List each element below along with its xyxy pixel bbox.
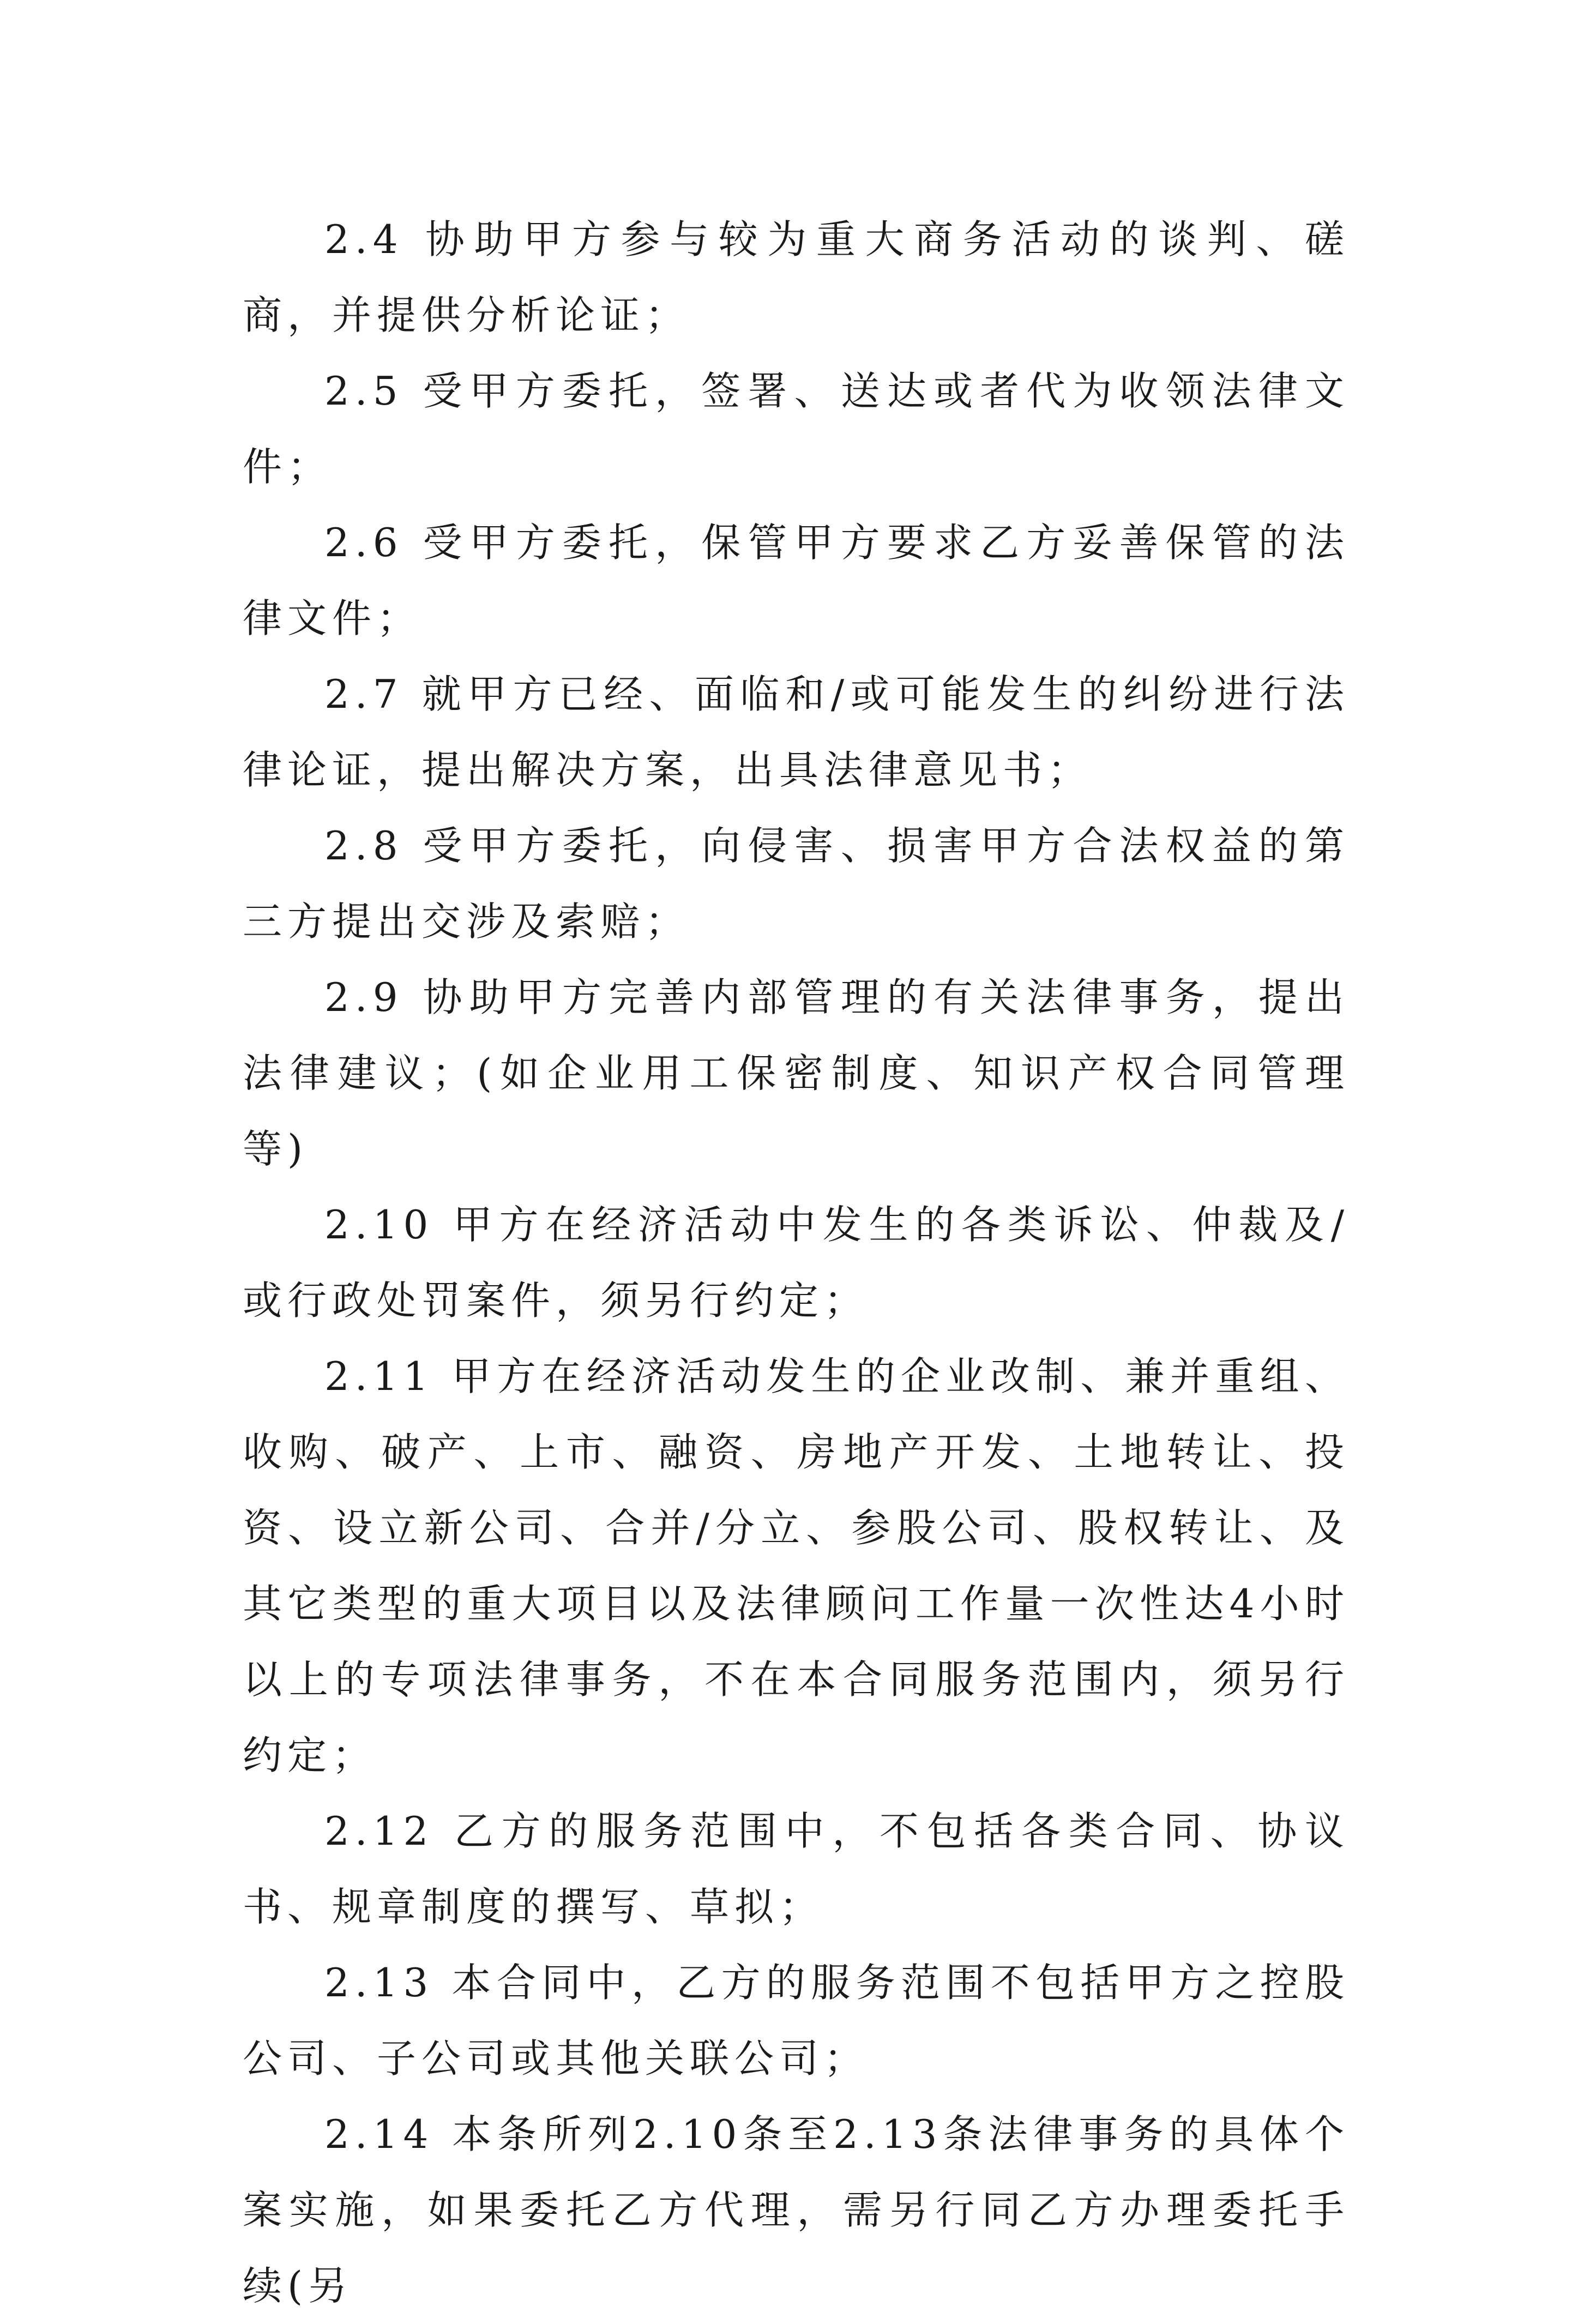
clause-2-5: 2.5 受甲方委托，签署、送达或者代为收领法律文件； [243,368,1350,490]
clause-2-9: 2.9 协助甲方完善内部管理的有关法律事务，提出法律建议；(如企业用工保密制度、知识产权合同管理等) [243,974,1350,1172]
clause-2-7: 2.7 就甲方已经、面临和/或可能发生的纠纷进行法律论证，提出解决方案，出具法律意见书； [243,671,1350,793]
clause-2-14: 2.14 本条所列2.10条至2.13条法律事务的具体个案实施，如果委托乙方代理，需另行同乙方办理委托手续(另 [243,2111,1350,2309]
clause-2-10: 2.10 甲方在经济活动中发生的各类诉讼、仲裁及/或行政处罚案件，须另行约定； [243,1202,1350,1323]
clause-2-8: 2.8 受甲方委托，向侵害、损害甲方合法权益的第三方提出交涉及索赔； [243,823,1350,944]
document-body [243,202,1350,2324]
clause-2-13: 2.13 本合同中，乙方的服务范围不包括甲方之控股公司、子公司或其他关联公司； [243,1960,1350,2081]
clause-2-11: 2.11 甲方在经济活动发生的企业改制、兼并重组、收购、破产、上市、融资、房地产开发、土地转让、投资、设立新公司、合并/分立、参股公司、股权转让、及其它类型的重大项目以及法律顾问工作量一次性达4小时以上的专项法律事务，不在本合同服务范围内，须另行约定； [243,1353,1350,1778]
clause-2-6: 2.6 受甲方委托，保管甲方要求乙方妥善保管的法律文件； [243,520,1350,641]
clause-2-12: 2.12 乙方的服务范围中，不包括各类合同、协议书、规章制度的撰写、草拟； [243,1808,1350,1930]
clause-2-4: 2.4 协助甲方参与较为重大商务活动的谈判、磋商，并提供分析论证； [243,216,1350,338]
